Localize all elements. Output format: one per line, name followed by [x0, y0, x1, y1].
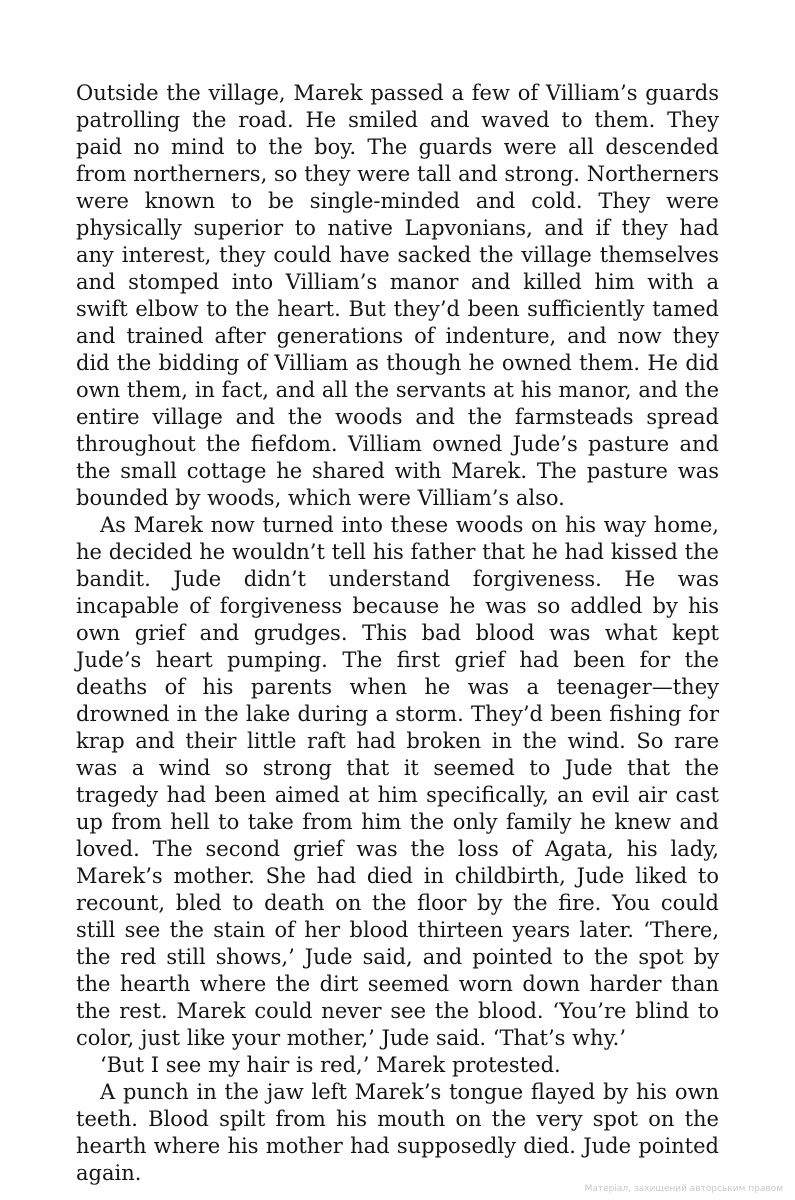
paragraph-4: A punch in the jaw left Marek’s tongue flayed by his own teeth. Blood spilt from his mouth on the very spot on the hearth where his mother had supposedly died. Jude pointed again. [76, 1080, 719, 1185]
copyright-watermark: Матеріал, захищений авторським правом [584, 1184, 783, 1194]
paragraph-3: ‘But I see my hair is red,’ Marek protested. [100, 1053, 561, 1077]
paragraph-2: As Marek now turned into these woods on his way home, he decided he wouldn’t tell his father that he had kissed the bandit. Jude didn’t understand forgiveness. He was incapable of forgiveness because he was so addled by his own grief and grudges. This bad blood was what kept Jude’s heart pumping. The first grief had been for the deaths of his parents when he was a teenager—they drowned in the lake during a storm. They’d been fishing for krap and their little raft had broken in the wind. So rare was a wind so strong that it seemed to Jude that the tragedy had been aimed at him specifically, an evil air cast up from hell to take from him the only family he knew and loved. The second grief was the loss of Agata, his lady, Marek’s mother. She had died in childbirth, Jude liked to recount, bled to death on the floor by the fire. You could still see the stain of her blood thirteen years later. ‘There, the red still shows,’ Jude said, and pointed to the spot by the hearth where the dirt seemed worn down harder than the rest. Marek could never see the blood. ‘You’re blind to color, just like your mother,’ Jude said. ‘That’s why.’ [76, 513, 719, 1050]
paragraph-1: Outside the village, Marek passed a few of Villiam’s guards patrolling the road. He smiled and waved to them. They paid no mind to the boy. The guards were all descended from northerners, so they were tall and strong. Northerners were known to be single-minded and cold. They were physically superior to native Lapvonians, and if they had any interest, they could have sacked the village themselves and stomped into Villiam’s manor and killed him with a swift elbow to the heart. But they’d been sufficiently tamed and trained after generations of indenture, and now they did the bidding of Villiam as though he owned them. He did own them, in fact, and all the servants at his manor, and the entire village and the woods and the farmsteads spread throughout the fiefdom. Villiam owned Jude’s pasture and the small cottage he shared with Marek. The pasture was bounded by woods, which were Villiam’s also. [76, 81, 719, 510]
page-body [76, 80, 719, 1187]
